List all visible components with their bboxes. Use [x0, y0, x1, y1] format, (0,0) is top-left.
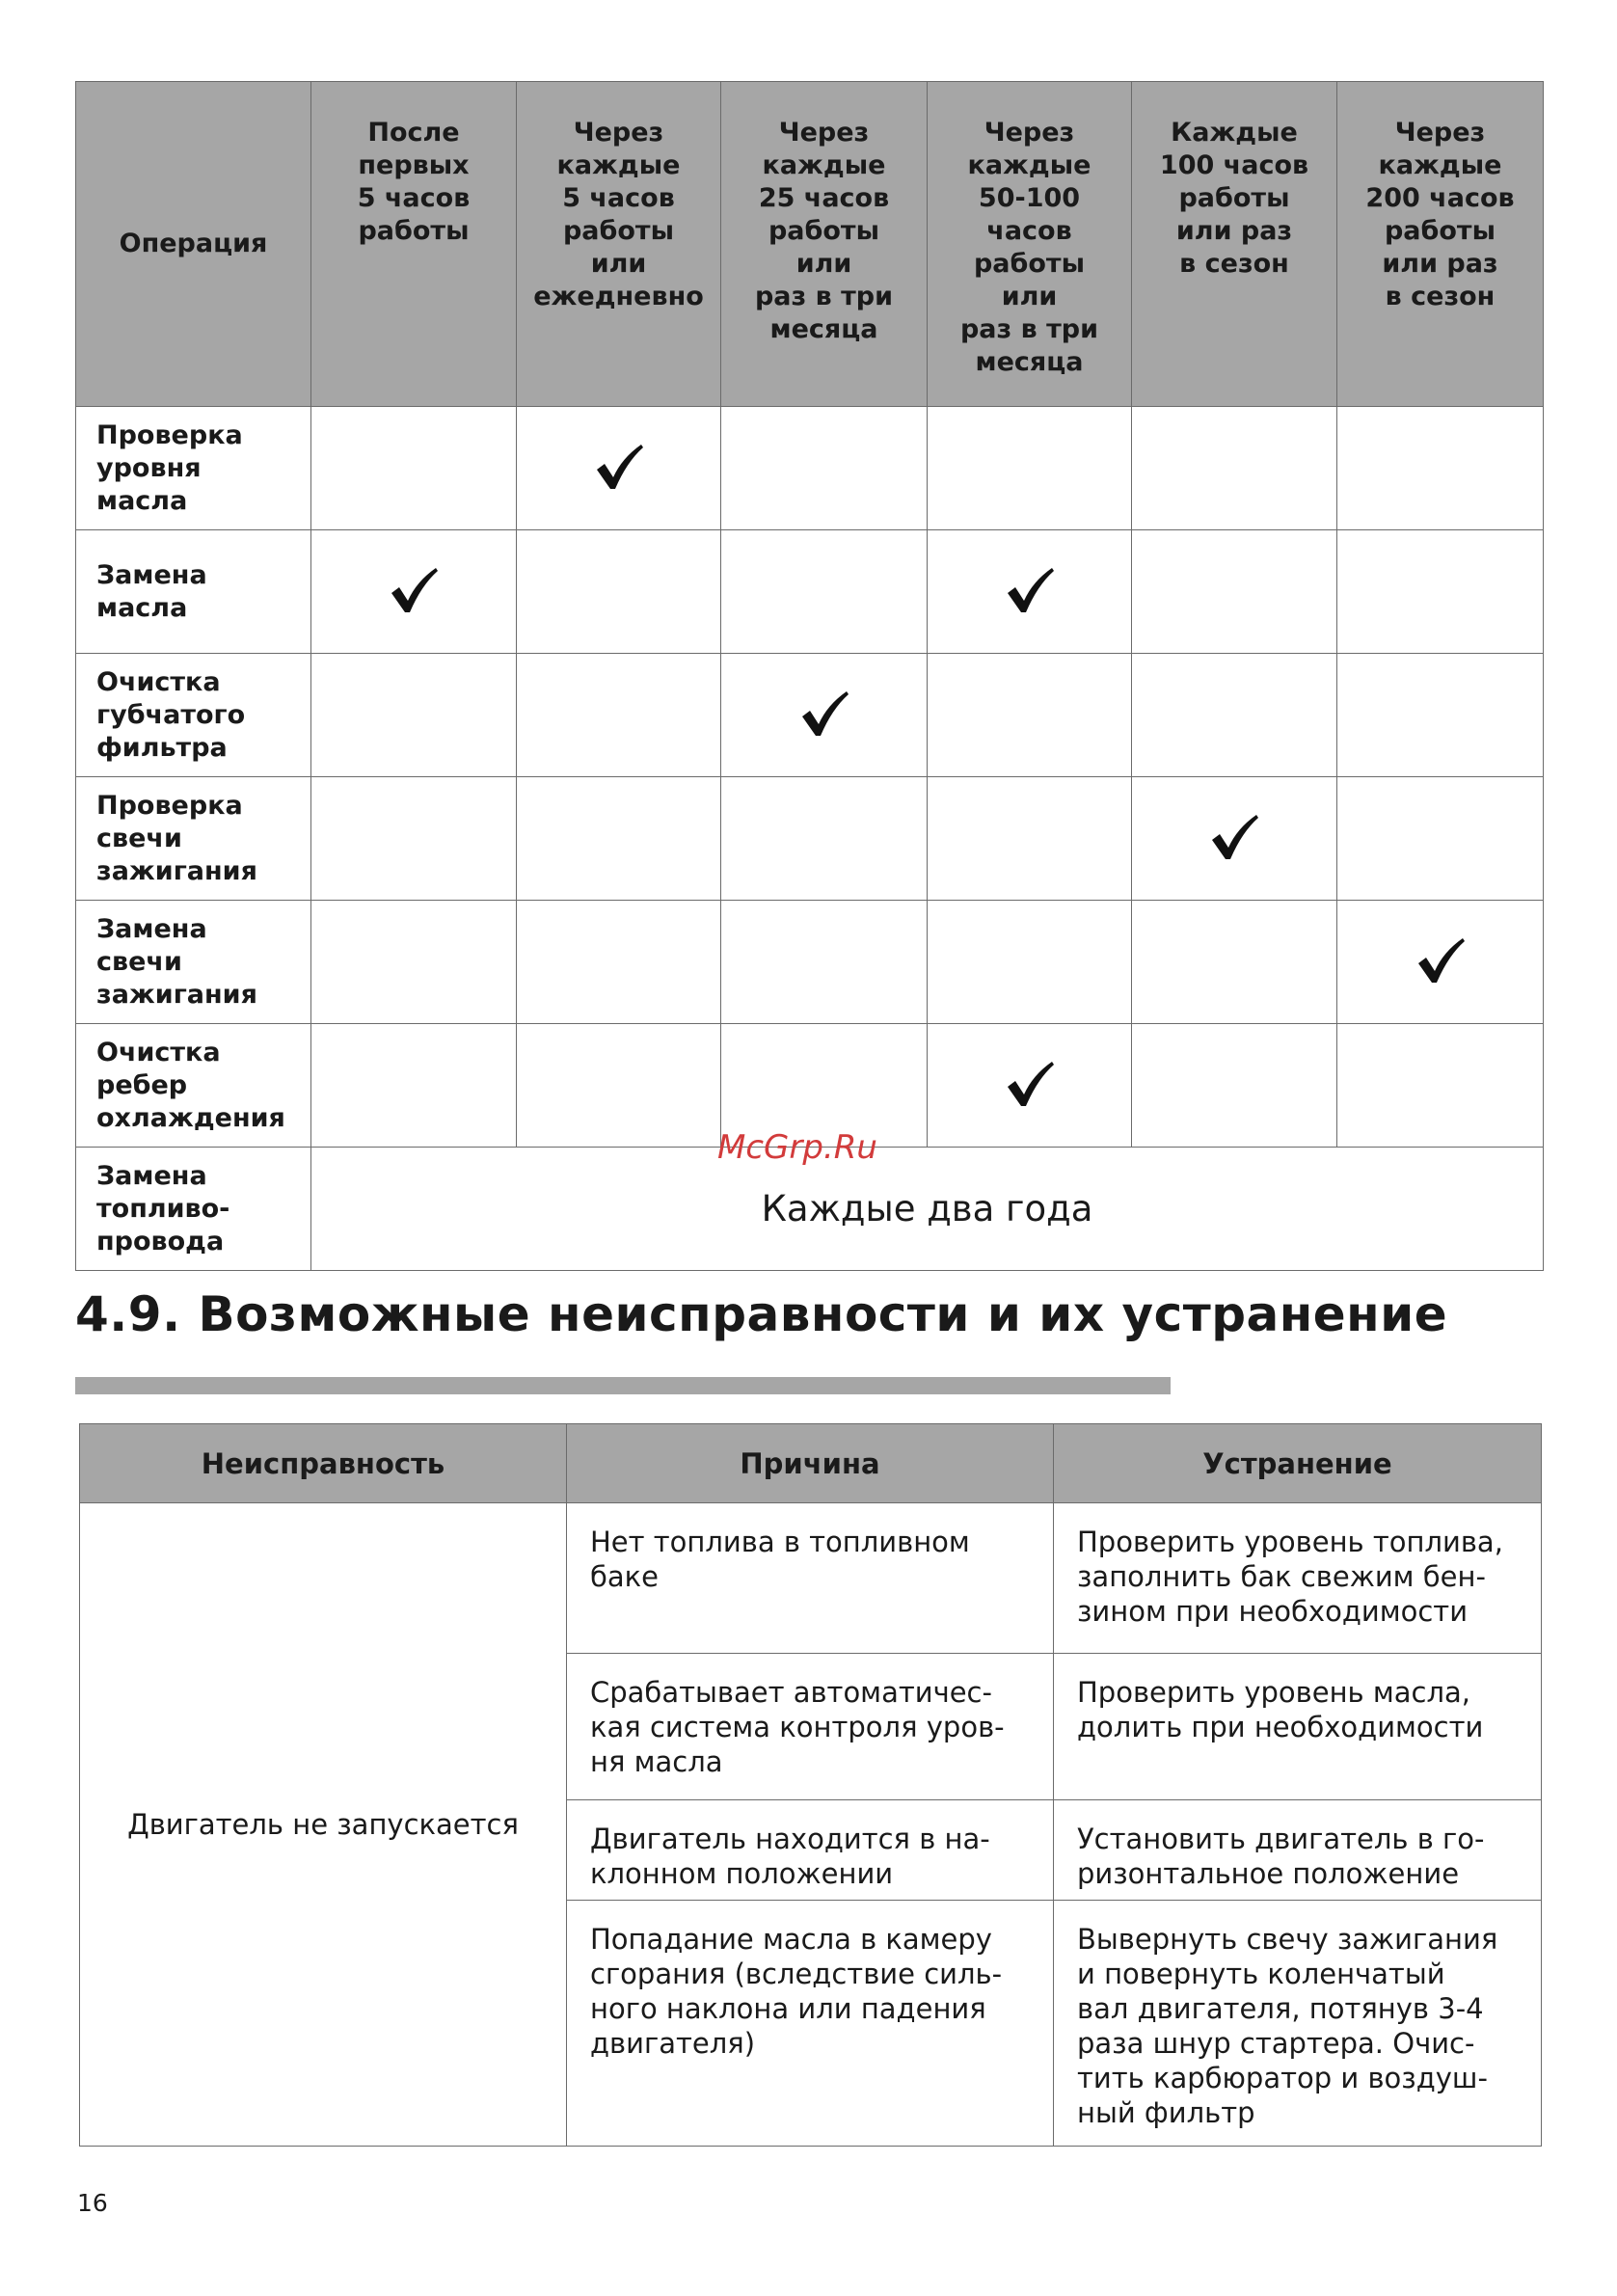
header-every-200h: Через каждые 200 часов работы или раз в сезон: [1337, 82, 1544, 407]
empty-cell: [517, 777, 721, 901]
header-every-25h: Через каждые 25 часов работы или раз в три месяца: [721, 82, 928, 407]
checkmark-icon: [798, 688, 850, 740]
checkmark-cell: [928, 530, 1132, 654]
empty-cell: [1132, 1024, 1337, 1148]
empty-cell: [928, 901, 1132, 1024]
header-every-50-100h: Через каждые 50-100 часов работы или раз в три месяца: [928, 82, 1132, 407]
empty-cell: [1132, 407, 1337, 530]
empty-cell: [517, 654, 721, 777]
operation-label: Проверка свечи зажигания: [76, 777, 311, 901]
empty-cell: [928, 654, 1132, 777]
checkmark-icon: [1004, 564, 1056, 616]
empty-cell: [517, 1024, 721, 1148]
troubleshooting-table: [79, 1423, 1542, 2147]
empty-cell: [1132, 530, 1337, 654]
cause-text: Попадание масла в камеру сгорания (вследствие силь- ного наклона или падения двигателя): [567, 1901, 1054, 2147]
watermark: McGrp.Ru: [717, 1128, 877, 1167]
empty-cell: [928, 777, 1132, 901]
empty-cell: [1337, 777, 1544, 901]
header-every-100h: Каждые 100 часов работы или раз в сезон: [1132, 82, 1337, 407]
checkmark-icon: [1208, 811, 1260, 863]
page-number: 16: [77, 2189, 108, 2217]
empty-cell: [721, 901, 928, 1024]
maintenance-header-row: [76, 82, 1544, 407]
checkmark-cell: [517, 407, 721, 530]
checkmark-cell: [1132, 777, 1337, 901]
header-cause: Причина: [567, 1424, 1054, 1503]
troubleshooting-row: [80, 1503, 1542, 1654]
checkmark-cell: [311, 530, 517, 654]
checkmark-icon: [1415, 934, 1467, 986]
section-divider-bar: [75, 1377, 1171, 1394]
remedy-text: Установить двигатель в го- ризонтальное положение: [1054, 1800, 1542, 1901]
empty-cell: [517, 530, 721, 654]
header-after-first-5h: После первых 5 часов работы: [311, 82, 517, 407]
maintenance-row: [76, 654, 1544, 777]
maintenance-table: [75, 81, 1544, 1271]
operation-label: Замена масла: [76, 530, 311, 654]
remedy-text: Проверить уровень масла, долить при необходимости: [1054, 1654, 1542, 1800]
empty-cell: [1132, 654, 1337, 777]
empty-cell: [928, 407, 1132, 530]
empty-cell: [1337, 654, 1544, 777]
empty-cell: [721, 530, 928, 654]
empty-cell: [1337, 530, 1544, 654]
operation-label: Очистка ребер охлаждения: [76, 1024, 311, 1148]
empty-cell: [1132, 901, 1337, 1024]
operation-label: Проверка уровня масла: [76, 407, 311, 530]
operation-label: Замена топливо- провода: [76, 1148, 311, 1271]
troubleshooting-header-row: [80, 1424, 1542, 1503]
checkmark-icon: [1004, 1058, 1056, 1110]
header-every-5h: Через каждые 5 часов работы или ежедневно: [517, 82, 721, 407]
operation-label: Замена свечи зажигания: [76, 901, 311, 1024]
empty-cell: [311, 407, 517, 530]
cause-text: Двигатель находится в на- клонном положении: [567, 1800, 1054, 1901]
every-two-years-text: Каждые два года: [311, 1148, 1544, 1271]
header-fault: Неисправность: [80, 1424, 567, 1503]
empty-cell: [1337, 1024, 1544, 1148]
cause-text: Нет топлива в топливном баке: [567, 1503, 1054, 1654]
empty-cell: [1337, 407, 1544, 530]
empty-cell: [517, 901, 721, 1024]
cause-text: Срабатывает автоматичес- кая система контроля уров- ня масла: [567, 1654, 1054, 1800]
section-title: 4.9. Возможные неисправности и их устранение: [75, 1286, 1448, 1342]
maintenance-row: [76, 777, 1544, 901]
empty-cell: [311, 654, 517, 777]
empty-cell: [311, 777, 517, 901]
fault-text: Двигатель не запускается: [80, 1503, 567, 2147]
empty-cell: [721, 777, 928, 901]
operation-label: Очистка губчатого фильтра: [76, 654, 311, 777]
checkmark-cell: [721, 654, 928, 777]
checkmark-icon: [593, 441, 645, 493]
empty-cell: [311, 901, 517, 1024]
remedy-text: Вывернуть свечу зажигания и повернуть коленчатый вал двигателя, потянув 3-4 раза шнур стартера. Очис- тить карбюратор и воздуш- ный фильтр: [1054, 1901, 1542, 2147]
remedy-text: Проверить уровень топлива, заполнить бак свежим бен- зином при необходимости: [1054, 1503, 1542, 1654]
header-operation: Операция: [76, 82, 311, 407]
header-remedy: Устранение: [1054, 1424, 1542, 1503]
checkmark-cell: [1337, 901, 1544, 1024]
maintenance-row: [76, 530, 1544, 654]
maintenance-row: [76, 407, 1544, 530]
empty-cell: [721, 407, 928, 530]
maintenance-row: [76, 901, 1544, 1024]
checkmark-cell: [928, 1024, 1132, 1148]
empty-cell: [311, 1024, 517, 1148]
checkmark-icon: [388, 564, 440, 616]
